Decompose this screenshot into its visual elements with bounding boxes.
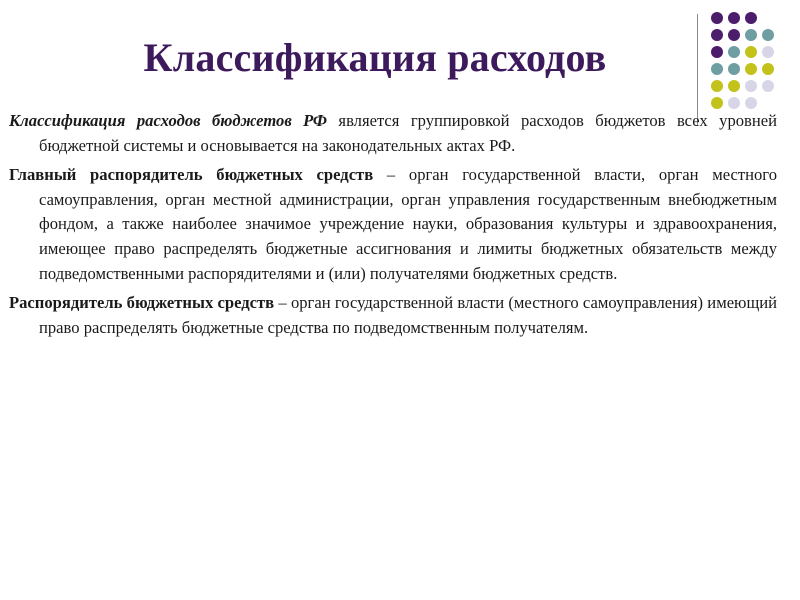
paragraph-chief-administrator (9, 163, 777, 286)
dot-empty (762, 12, 774, 24)
paragraph-text: – орган государственной власти (местного самоуправления) имеющий право распределять бюджетные средства по подведомственным получателям. (39, 293, 777, 337)
dot-lavender (745, 80, 757, 92)
dot-olive (711, 97, 723, 109)
dot-purple (728, 12, 740, 24)
paragraph-text: – орган государственной власти, орган местного самоуправления, орган местной администрации, орган управления государственным внебюджетным фондом, а также наиболее значимое учреждение науки, образования культуры и здравоохранения, имеющее право распределять бюджетные ассигнования и лимиты бюджетных обязательств между подведомственными распорядителями и (или) получателями бюджетных средств. (39, 165, 777, 283)
dot-purple (711, 29, 723, 41)
dot-teal (762, 29, 774, 41)
dot-olive (762, 63, 774, 75)
slide-title: Классификация расходов (143, 35, 607, 80)
dot-lavender (762, 80, 774, 92)
term-administrator: Распорядитель бюджетных средств (9, 293, 275, 313)
decorative-dot-grid (711, 12, 774, 109)
dot-olive (745, 46, 757, 58)
dot-olive (745, 63, 757, 75)
dot-teal (745, 29, 757, 41)
dot-lavender (762, 46, 774, 58)
dot-olive (728, 80, 740, 92)
slide-body (9, 109, 777, 345)
paragraph-text: является группировкой расходов бюджетов всех уровней бюджетной системы и основывается на законодательных актах РФ. (39, 111, 777, 155)
dot-purple (711, 12, 723, 24)
dot-purple (728, 29, 740, 41)
dot-teal (728, 46, 740, 58)
paragraph-administrator (9, 291, 777, 340)
dot-olive (711, 80, 723, 92)
dot-lavender (745, 97, 757, 109)
term-chief-administrator: Главный распорядитель бюджетных средств (9, 165, 374, 185)
dot-purple (745, 12, 757, 24)
term-budget-classification: Классификация расходов бюджетов РФ (9, 111, 327, 130)
paragraph-budget-classification (9, 109, 777, 158)
dot-purple (711, 46, 723, 58)
dot-teal (711, 63, 723, 75)
dot-lavender (728, 97, 740, 109)
dot-teal (728, 63, 740, 75)
dot-empty (762, 97, 774, 109)
